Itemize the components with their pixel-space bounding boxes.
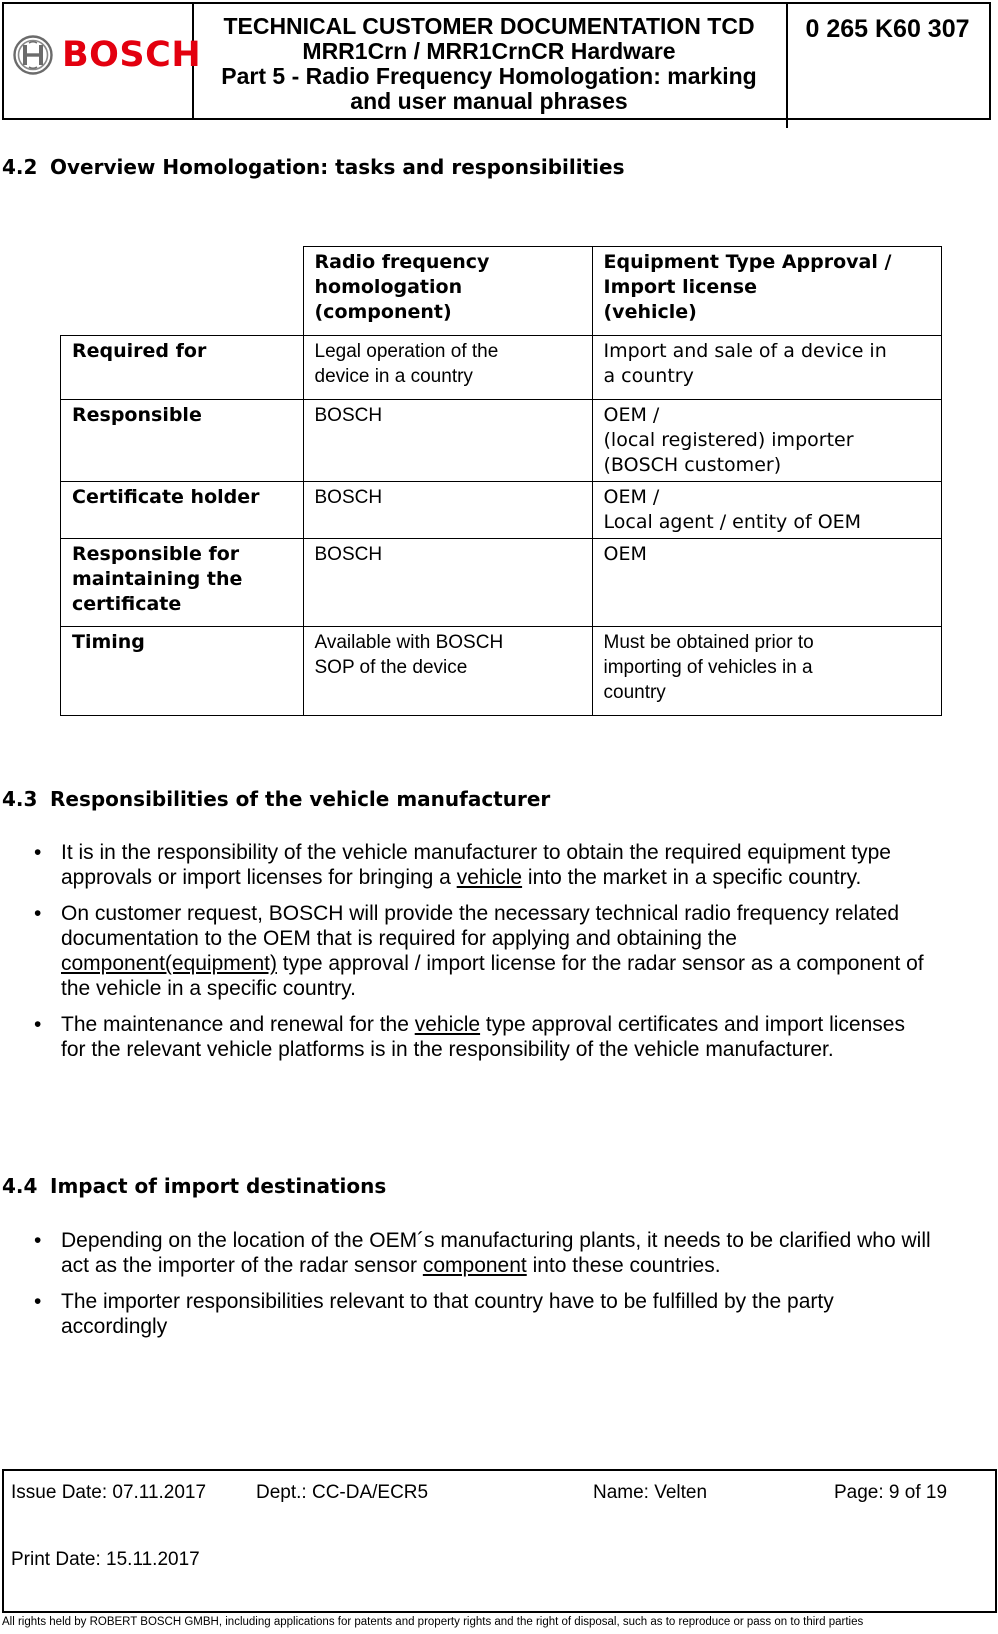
section-4-3-heading (2, 787, 550, 811)
header-line: Radio frequency (314, 251, 490, 273)
bullet-text: It is in the responsibility of the vehicle manufacturer to obtain the required equipment type approvals or import licenses for bringing a (61, 841, 891, 889)
cell-line: country (603, 682, 666, 703)
vehicle-cell (592, 400, 941, 482)
document-header (2, 2, 991, 120)
cell-line: OEM / (603, 404, 660, 426)
underlined-term: component(equipment) (61, 952, 277, 975)
cell-line: OEM / (603, 486, 660, 508)
table-row (61, 400, 942, 482)
row-label (61, 627, 304, 716)
section-number: 4.4 (2, 1174, 38, 1198)
cell-line: a country (603, 365, 694, 387)
vehicle-cell (592, 336, 941, 400)
cell-line: SOP of the device (314, 657, 468, 678)
label-line: Responsible for (72, 543, 240, 565)
table-row (61, 336, 942, 400)
component-cell (303, 627, 592, 716)
cell-line: importing of vehicles in a (603, 657, 813, 678)
document-footer (2, 1469, 997, 1613)
bullet-text: The importer responsibilities relevant to that country have to be fulfilled by the party accordingly (61, 1290, 834, 1338)
bullet-text: On customer request, BOSCH will provide the necessary technical radio frequency related documentation to the OEM that is required for applying and obtaining the (61, 902, 900, 950)
title-line-1: TECHNICAL CUSTOMER DOCUMENTATION TCD (223, 13, 755, 39)
label-line: certificate (72, 593, 182, 615)
list-item (34, 1289, 934, 1339)
homologation-table (60, 246, 942, 716)
underlined-term: component (422, 1254, 527, 1277)
list-item (34, 1012, 934, 1062)
bullet-text: type approval / import license for the radar sensor as a component of the vehicle in a specific country. (61, 952, 924, 1000)
header-line: (component) (314, 301, 452, 323)
header-line: Import license (603, 276, 757, 298)
title-line-4: and user manual phrases (350, 88, 628, 114)
col-header-component (303, 247, 592, 336)
cell-line: Available with BOSCH (314, 632, 504, 653)
author-name: Name: Velten (593, 1482, 708, 1503)
document-number: 0 265 K60 307 (805, 15, 970, 43)
cell-line: BOSCH (314, 544, 383, 565)
bullet-text: into the market in a specific country. (522, 866, 862, 889)
header-line: homologation (314, 276, 463, 298)
bosch-armature-icon (12, 34, 54, 76)
cell-line: (BOSCH customer) (603, 454, 782, 476)
bosch-wordmark: BOSCH (62, 35, 202, 75)
issue-date: Issue Date: 07.11.2017 (11, 1482, 207, 1503)
cell-line: OEM (603, 543, 647, 565)
table-corner-cell (61, 247, 304, 336)
row-label (61, 400, 304, 482)
component-cell (303, 539, 592, 627)
vehicle-cell (592, 627, 941, 716)
cell-line: (local registered) importer (603, 429, 854, 451)
page-number: Page: 9 of 19 (834, 1482, 948, 1503)
table-row (61, 539, 942, 627)
title-line-2: MRR1Crn / MRR1CrnCR Hardware (302, 38, 676, 64)
vehicle-cell (592, 539, 941, 627)
logo-cell (4, 4, 202, 118)
section-number: 4.3 (2, 787, 38, 811)
cell-line: BOSCH (314, 487, 383, 508)
row-label (61, 336, 304, 400)
bosch-logo (12, 34, 201, 76)
label-line: Required for (72, 340, 207, 362)
cell-line: Import and sale of a device in (603, 340, 887, 362)
department: Dept.: CC-DA/ECR5 (256, 1482, 429, 1503)
section-4-3-bullets (34, 840, 934, 1073)
section-4-2-heading (2, 155, 624, 179)
header-line: Equipment Type Approval / (603, 251, 892, 273)
label-line: Certificate holder (72, 486, 260, 508)
section-4-4-bullets (34, 1228, 934, 1350)
list-item (34, 1228, 934, 1278)
cell-line: Legal operation of the (314, 341, 499, 362)
component-cell (303, 400, 592, 482)
cell-line: device in a country (314, 366, 473, 387)
cell-line: Local agent / entity of OEM (603, 511, 862, 533)
table-row (61, 627, 942, 716)
bullet-text: type approval certificates and import licenses for the relevant vehicle platforms is in the responsibility of the vehicle manufacturer. (61, 1013, 905, 1061)
section-4-4-heading (2, 1174, 386, 1198)
label-line: Responsible (72, 404, 202, 426)
vehicle-cell (592, 482, 941, 539)
bullet-text: into these countries. (526, 1254, 721, 1277)
header-line: (vehicle) (603, 301, 697, 323)
component-cell (303, 482, 592, 539)
cell-line: Must be obtained prior to (603, 632, 814, 653)
label-line: maintaining the (72, 568, 243, 590)
component-cell (303, 336, 592, 400)
underlined-term: vehicle (414, 1013, 481, 1036)
list-item (34, 901, 934, 1001)
bullet-text: Depending on the location of the OEM´s manufacturing plants, it needs to be clarified who will act as the importer of the radar sensor (61, 1229, 931, 1277)
col-header-vehicle (592, 247, 941, 336)
row-label (61, 482, 304, 539)
underlined-term: vehicle (456, 866, 523, 889)
table-row (61, 482, 942, 539)
section-number: 4.2 (2, 155, 38, 179)
row-label (61, 539, 304, 627)
cell-line: BOSCH (314, 405, 383, 426)
rights-notice: All rights held by ROBERT BOSCH GMBH, including applications for patents and property rights and the right of disposal, such as to reproduce or pass on to third parties (2, 1616, 864, 1628)
label-line: Timing (72, 631, 145, 653)
section-title: Responsibilities of the vehicle manufacturer (50, 787, 551, 811)
title-line-3: Part 5 - Radio Frequency Homologation: marking (221, 63, 757, 89)
print-date: Print Date: 15.11.2017 (11, 1549, 200, 1570)
section-title: Impact of import destinations (50, 1174, 387, 1198)
section-title: Overview Homologation: tasks and responsibilities (50, 155, 625, 179)
table-header-row (61, 247, 942, 336)
list-item (34, 840, 934, 890)
document-title (192, 4, 788, 128)
bullet-text: The maintenance and renewal for the (61, 1013, 415, 1036)
